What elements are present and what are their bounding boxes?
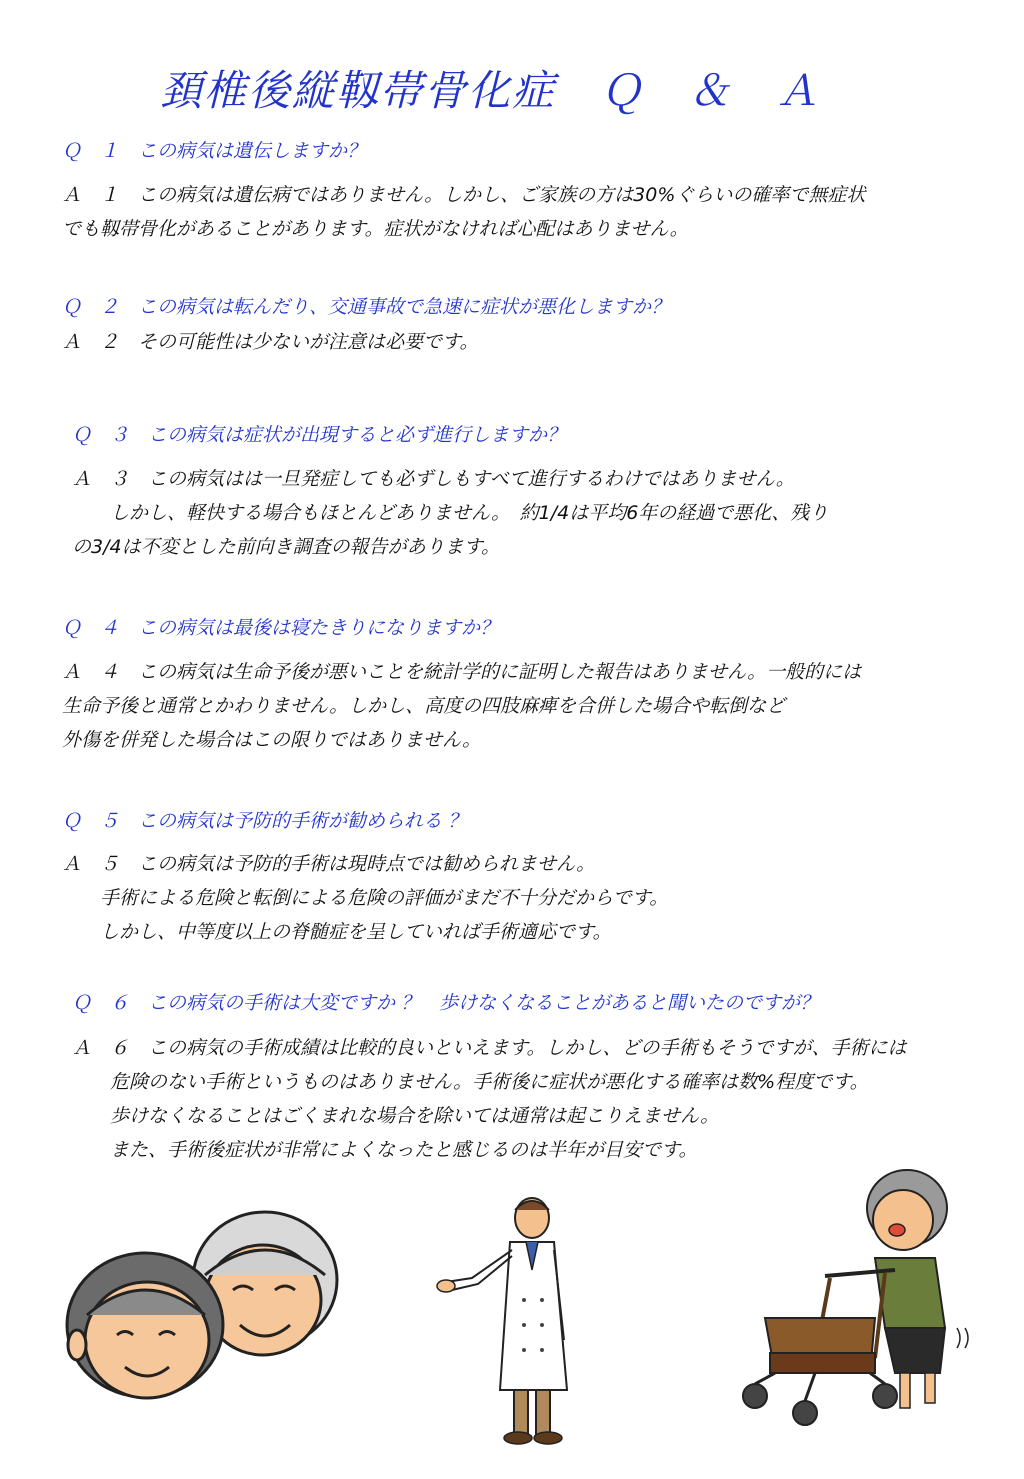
answer-4-line-1: Ａ ４ この病気は生命予後が悪いことを統計学的に証明した報告はありません。一般的には [62,661,862,683]
elderly-woman-walker-illustration [735,1158,975,1438]
question-4: Ｑ ４ この病気は最後は寝たきりになりますか？ [62,617,500,639]
elderly-woman-face [67,1253,223,1398]
answer-5-line-3: しかし、中等度以上の脊髄症を呈していれば手術適応です。 [62,921,612,943]
answer-3-line-2: しかし、軽快する場合もほとんどありません。 約1/4は平均6年の経過で悪化、残り [72,502,829,524]
question-2: Ｑ ２ この病気は転んだり、交通事故で急速に症状が悪化しますか？ [62,296,671,318]
answer-5-line-1: Ａ ５ この病気は予防的手術は現時点では勧められません。 [62,853,596,875]
answer-4 [62,655,861,757]
answer-6-line-3: 歩けなくなることはごくまれな場合を除いては通常は起こりえません。 [72,1105,720,1127]
answer-2-line-1: Ａ ２ その可能性は少ないが注意は必要です。 [62,331,479,353]
answer-6-line-1: Ａ ６ この病気の手術成績は比較的良いといえます。しかし、どの手術もそうですが、手術には [72,1037,907,1059]
answer-6-line-2: 危険のない手術というものはありません。手術後に症状が悪化する確率は数%程度です。 [72,1071,869,1093]
question-6: Ｑ ６ この病気の手術は大変ですか ？ 歩けなくなることがあると聞いたのですが？ [72,992,820,1014]
elderly-couple-illustration [55,1205,355,1405]
question-3: Ｑ ３ この病気は症状が出現すると必ず進行しますか？ [72,424,567,446]
doctor-illustration [432,1190,582,1450]
answer-1 [62,178,865,246]
question-5: Ｑ ５ この病気は予防的手術が勧められる ？ [62,810,468,832]
answer-5 [62,847,668,949]
answer-1-line-1: Ａ １ この病気は遺伝病ではありません。しかし、ご家族の方は30%ぐらいの確率で無症状 [62,184,866,206]
answer-6 [72,1031,906,1167]
question-1: Ｑ １ この病気は遺伝しますか？ [62,140,367,162]
page-title: 頚椎後縦靱帯骨化症 Ｑ ＆ Ａ [160,66,821,115]
answer-3-line-1: Ａ ３ この病気はは一旦発症しても必ずしもすべて進行するわけではありません。 [72,468,795,490]
answer-6-line-4: また、手術後症状が非常によくなったと感じるのは半年が目安です。 [72,1139,698,1161]
answer-1-line-2: でも靱帯骨化があることがあります。症状がなければ心配はありません。 [62,218,689,240]
answer-4-line-3: 外傷を併発した場合はこの限りではありません。 [62,729,482,751]
answer-3 [72,462,828,564]
answer-4-line-2: 生命予後と通常とかわりません。しかし、高度の四肢麻痺を合併した場合や転倒など [62,695,786,717]
answer-2 [62,325,478,359]
answer-3-line-3: の3/4は不変とした前向き調査の報告があります。 [72,536,501,558]
answer-5-line-2: 手術による危険と転倒による危険の評価がまだ不十分だからです。 [62,887,669,909]
